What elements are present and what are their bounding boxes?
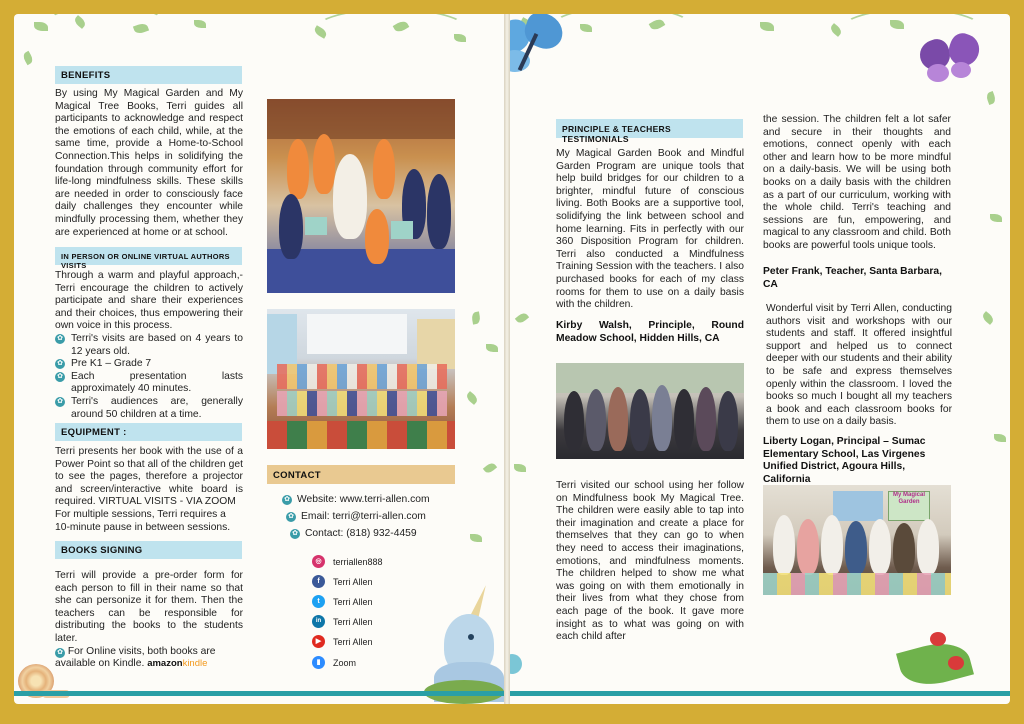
facebook-link[interactable]: f Terri Allen — [312, 575, 373, 588]
testimonial-peter-signature: Peter Frank, Teacher, Santa Barbara, CA — [763, 266, 942, 290]
twitter-link[interactable]: t Terri Allen — [312, 595, 373, 608]
zoom-link[interactable]: ▮ Zoom — [312, 656, 356, 669]
ladybug-illustration — [900, 624, 990, 694]
flower-icon: ✿ — [290, 529, 300, 539]
visits-text: Through a warm and playful approach,- Terri encourage the children to actively participate and share their experiences and their choices, thus empowering their own voice in this process. ✿ Terri's visits are based on 4 years to 12 years old. ✿ Pre K1 – Grade 7 ✿ Each presentation lasts approximately 40 minutes. ✿ Terri's audiences are, generally around 50 children at a time. — [55, 270, 243, 420]
leaf-decoration — [514, 464, 526, 472]
classroom-group-photo — [763, 485, 951, 595]
flower-icon: ✿ — [282, 495, 292, 505]
phone-contact: ✿ Contact: (818) 932-4459 — [290, 528, 417, 539]
visits-bullet: ✿ Pre K1 – Grade 7 — [55, 358, 243, 371]
linkedin-icon: in — [312, 615, 325, 628]
bottom-divider — [14, 691, 504, 696]
testimonial-peter-text-continued: the session. The children felt a lot safer and secure in their thoughts and emotions, connect openly with each other and learn how to be more mindful on a daily-basis. We will be using both books on a daily basis with the children as a part of our curriculum, working with the whole child. Terri's teaching and sessions are fun, empowering, and magical to any classroom and child. Both books are powerful tools unique tools. — [763, 114, 951, 251]
linkedin-link[interactable]: in Terri Allen — [312, 615, 373, 628]
vine-decoration — [44, 14, 168, 48]
leaf-decoration — [470, 534, 482, 542]
leaf-decoration — [515, 311, 529, 325]
testimonials-heading: PRINCIPLE & TEACHERS TESTIMONIALS — [556, 119, 743, 138]
signing-text: Terri will provide a pre-order form for each person to fill in their name so that she can personize it for them. Then the teachers can be responsible for distributing the books to the students later. ✿ For Online visits, both books are available on Kindle. amazonkindle — [55, 570, 243, 670]
visits-bullet: ✿ Terri's visits are based on 4 years to 12 years old. — [55, 333, 243, 358]
zoom-icon: ▮ — [312, 656, 325, 669]
unicorn-illustration — [424, 584, 504, 704]
leaf-decoration — [994, 434, 1006, 442]
youtube-icon: ▶ — [312, 635, 325, 648]
leaf-decoration — [22, 51, 35, 65]
visits-heading: IN PERSON OR ONLINE VIRTUAL AUTHORS VISITS — [55, 247, 242, 265]
classroom-photo-1 — [267, 99, 455, 293]
testimonial-peter-text: Terri visited our school using her follow on Mindfulness book My Magical Tree. The children were easily able to tap into their imagination and create a place for themselves that they can go to when they need to access their imaginations, emotions, and mindfulness moments. The children helped to show me what was going on with them emotionally in their lives from what they chose from each page of the book. It gave more insight as to what was going on with each child after — [556, 480, 744, 643]
leaf-decoration — [985, 91, 997, 105]
bullet-icon: ✿ — [55, 397, 65, 407]
left-page — [14, 14, 504, 704]
equipment-heading: EQUIPMENT : — [55, 423, 242, 441]
bullet-icon: ✿ — [55, 648, 65, 658]
amazon-kindle-logo: amazonkindle — [147, 658, 208, 670]
blue-butterfly-illustration — [510, 14, 570, 84]
testimonial-liberty-text: Wonderful visit by Terri Allen, conducting authors visit and workshops with our students and staff. It offered insightful support and helped us to connect deeper with our students and their ability to be safe and express themselves openly within the classroom. I loved the books so much I bought all my teachers a book and each classroom books for them to use on a daily basis. — [766, 303, 952, 428]
leaf-decoration — [194, 20, 206, 28]
facebook-icon: f — [312, 575, 325, 588]
visits-bullet: ✿ Each presentation lasts approximately 40 minutes. — [55, 371, 243, 396]
flower-illustration — [510, 654, 528, 684]
website-link[interactable]: ✿ Website: www.terri-allen.com — [282, 494, 430, 505]
signing-heading: BOOKS SIGNING — [55, 541, 242, 559]
benefits-heading: BENEFITS — [55, 66, 242, 84]
contact-heading: CONTACT — [267, 465, 455, 484]
bullet-icon: ✿ — [55, 359, 65, 369]
leaf-decoration — [471, 311, 481, 324]
book-poster: My Magical Garden — [888, 491, 930, 521]
leaf-decoration — [760, 22, 774, 31]
right-page — [510, 14, 1010, 704]
flower-icon: ✿ — [286, 512, 296, 522]
leaf-decoration — [483, 461, 497, 475]
email-link[interactable]: ✿ Email: terri@terri-allen.com — [286, 511, 426, 522]
leaf-decoration — [465, 391, 479, 405]
testimonial-liberty-signature: Liberty Logan, Principal – Sumac Elementary School, Las Virgenes Unified District, Agoura Hills, California — [763, 436, 926, 485]
visits-bullet: ✿ Terri's audiences are, generally around 50 children at a time. — [55, 396, 243, 421]
bullet-icon: ✿ — [55, 334, 65, 344]
benefits-text: By using My Magical Garden and My Magical Tree Books, Terri guides all participants to acknowledge and respect the emotions of each child, while, at the same time, provide a Home-to-School Connection.This helps in solidifying the foundation through community effort for life-long mindfulness skills. These skills are needed in order to consciously face daily challenges they encounter while mindfully processing them, whether they are experienced at home or at school. — [55, 88, 243, 238]
leaf-decoration — [990, 214, 1002, 222]
twitter-icon: t — [312, 595, 325, 608]
teachers-group-photo — [556, 363, 744, 459]
instagram-icon: ◎ — [312, 555, 325, 568]
leaf-decoration — [981, 311, 995, 325]
vine-decoration — [550, 14, 694, 50]
youtube-link[interactable]: ▶ Terri Allen — [312, 635, 373, 648]
bottom-divider — [510, 691, 1010, 696]
leaf-decoration — [486, 344, 498, 352]
bullet-icon: ✿ — [55, 372, 65, 382]
classroom-photo-2 — [267, 309, 455, 449]
vine-decoration — [314, 14, 468, 52]
testimonial-kirby-signature: Kirby Walsh, Principle, Round Meadow School, Hidden Hills, CA — [556, 320, 744, 344]
purple-butterfly-illustration — [915, 30, 985, 90]
testimonial-kirby-text: My Magical Garden Book and Mindful Garden Program are unique tools that help build bridges for our children to a brighter, mindful future of conscious living. Both Books are a supportive tool, solidifying the link between school and home learning. Fits in perfectly with our 360 Disposition Program for children. Terri also conducted a Mindfulness Training Session with the teachers. I also purchased books for each of my class rooms for them to use on a daily basis with the children. — [556, 148, 744, 311]
instagram-link[interactable]: ◎ terriallen888 — [312, 555, 383, 568]
equipment-text: Terri presents her book with the use of a Power Point so that all of the children get to see the pages, therefore a projector and screen/interactive white board is required. VIRTUAL VISITS - VIA ZOOM For multiple sessions, Terri requires a 10-minute pause in between sessions. — [55, 446, 243, 533]
